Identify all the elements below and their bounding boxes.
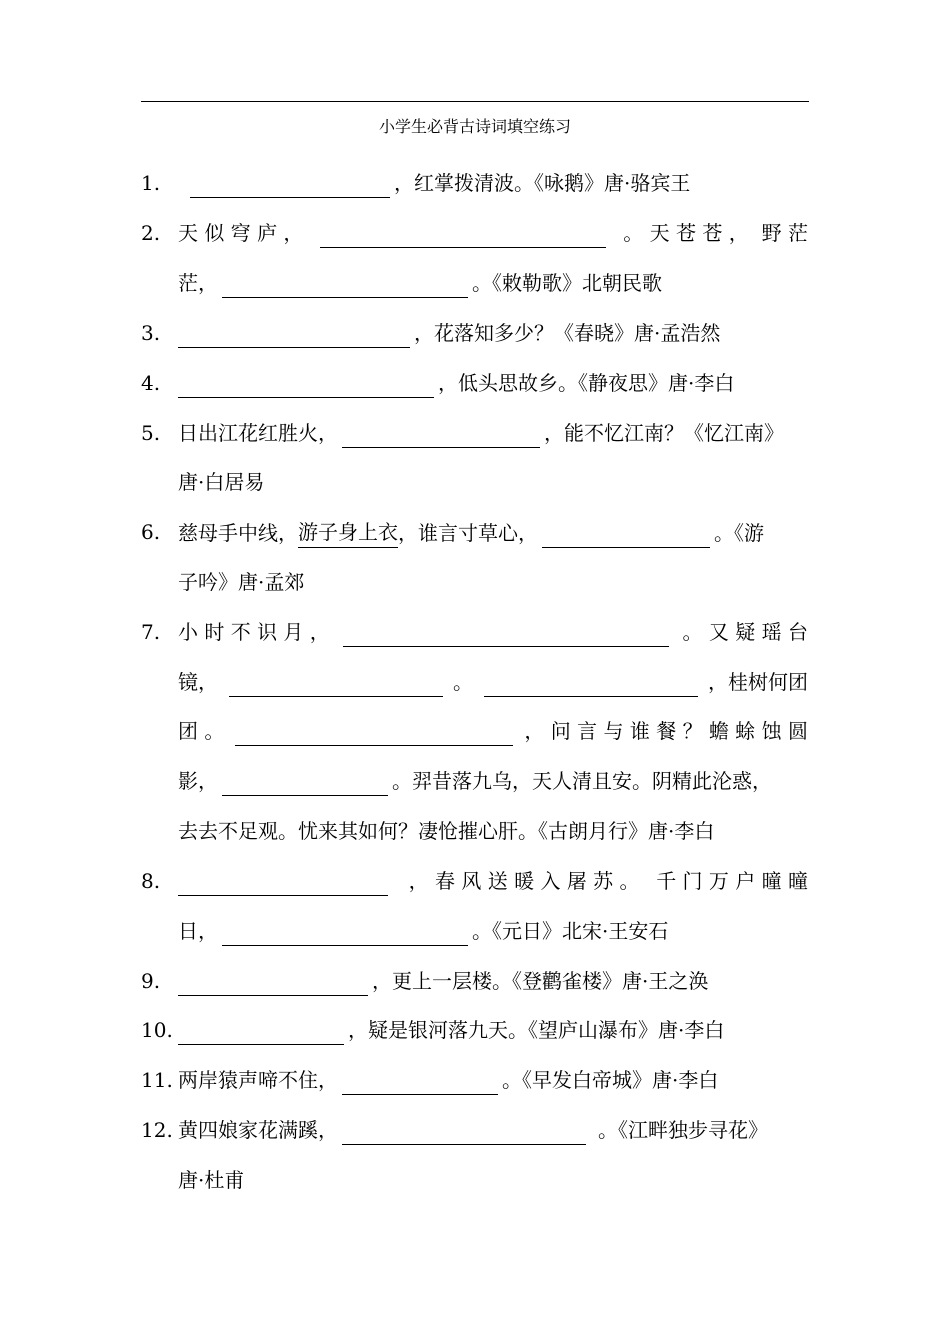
poem-line: [178, 816, 714, 846]
line-text: ，能不忆江南？《忆江南》: [544, 421, 784, 445]
answer-blank[interactable]: [484, 676, 698, 697]
poem-line: [178, 667, 808, 697]
line-text: 千 门 万 户 曈 曈: [656, 869, 808, 893]
item-number: 6.: [141, 520, 161, 544]
answer-blank[interactable]: [178, 377, 434, 398]
answer-blank[interactable]: [342, 427, 540, 448]
answer-blank[interactable]: [178, 1024, 344, 1045]
answer-blank[interactable]: [222, 277, 468, 298]
answer-blank[interactable]: [178, 975, 368, 996]
line-text: 。《早发白帝城》唐·李白: [502, 1068, 719, 1092]
poem-line: [178, 467, 264, 497]
poem-line: [178, 1165, 244, 1195]
line-text: 黄四娘家花满蹊，: [178, 1118, 338, 1142]
answer-blank[interactable]: [542, 527, 710, 548]
answer-blank[interactable]: [178, 875, 388, 896]
item-number: 11.: [141, 1068, 173, 1092]
poem-line: [178, 218, 808, 248]
line-text: 唐·白居易: [178, 470, 265, 494]
line-text: ，谁言寸草心，: [398, 521, 538, 545]
line-text: 。《游: [714, 521, 764, 545]
line-text: 天 似 穹 庐 ，: [178, 221, 304, 245]
page-title: 小学生必背古诗词填空练习: [378, 117, 571, 136]
item-number: 5.: [141, 421, 161, 445]
line-text: 镜，: [178, 670, 218, 694]
poem-line: [178, 766, 772, 796]
line-text: ，桂树何团: [708, 670, 808, 694]
line-text: 影，: [178, 769, 218, 793]
line-text: ，更上一层楼。《登鹳雀楼》唐·王之涣: [372, 969, 709, 993]
answer-blank[interactable]: [342, 1124, 586, 1145]
line-text: 。《江畔独步寻花》: [598, 1118, 768, 1142]
line-text: 团 。: [178, 719, 225, 743]
poem-line: [178, 916, 668, 946]
poem-line: [178, 1015, 724, 1045]
line-text: 子吟》唐·孟郊: [178, 570, 305, 594]
line-text: 唐·杜甫: [178, 1168, 245, 1192]
poem-line: [178, 318, 720, 348]
poem-line: [178, 1065, 718, 1095]
answer-blank[interactable]: [320, 227, 606, 248]
line-text: 。: [453, 670, 473, 694]
underlined-text: 游子身上衣: [298, 517, 398, 548]
item-number: 2.: [141, 221, 161, 245]
item-number: 1.: [141, 171, 161, 195]
header-rule: [141, 101, 809, 102]
answer-blank[interactable]: [222, 925, 468, 946]
answer-blank[interactable]: [190, 177, 390, 198]
answer-blank[interactable]: [178, 327, 410, 348]
item-number: 7.: [141, 620, 161, 644]
line-text: 慈母手中线，: [178, 521, 298, 545]
poem-line: [186, 168, 690, 198]
item-number: 10.: [141, 1018, 173, 1042]
poem-line: [178, 716, 808, 746]
line-text: ，红掌拨清波。《咏鹅》唐·骆宾王: [394, 171, 691, 195]
item-number: 8.: [141, 869, 161, 893]
item-number: 4.: [141, 371, 161, 395]
line-text: ，低头思故乡。《静夜思》唐·李白: [438, 371, 735, 395]
line-text: 小 时 不 识 月 ，: [178, 620, 330, 644]
item-number: 12.: [141, 1118, 173, 1142]
poem-line: [178, 966, 708, 996]
line-text: 。 又 疑 瑶 台: [682, 620, 808, 644]
poem-line: [178, 866, 808, 896]
line-text: 野 茫: [761, 221, 808, 245]
item-number: 9.: [141, 969, 161, 993]
poem-line: [178, 418, 784, 448]
line-text: 两岸猿声啼不住，: [178, 1068, 338, 1092]
answer-blank[interactable]: [229, 676, 443, 697]
line-text: 日出江花红胜火，: [178, 421, 338, 445]
line-text: 日，: [178, 919, 218, 943]
line-text: ，花落知多少？《春晓》唐·孟浩然: [414, 321, 721, 345]
answer-blank[interactable]: [222, 775, 388, 796]
poem-line: [178, 517, 764, 548]
poem-line: [178, 268, 662, 298]
line-text: ， 春 风 送 暖 入 屠 苏 。: [408, 869, 640, 893]
item-number: 3.: [141, 321, 161, 345]
poem-line: [178, 617, 808, 647]
line-text: 。羿昔落九乌，天人清且安。阴精此沦惑，: [392, 769, 772, 793]
answer-blank[interactable]: [343, 626, 669, 647]
line-text: 。《元日》北宋·王安石: [472, 919, 669, 943]
line-text: 。《敕勒歌》北朝民歌: [472, 271, 662, 295]
poem-line: [178, 368, 734, 398]
line-text: 去去不足观。忧来其如何？凄怆摧心肝。《古朗月行》唐·李白: [178, 819, 715, 843]
line-text: ，疑是银河落九天。《望庐山瀑布》唐·李白: [348, 1018, 725, 1042]
line-text: ， 问 言 与 谁 餐 ？ 蟾 蜍 蚀 圆: [524, 719, 808, 743]
answer-blank[interactable]: [342, 1074, 498, 1095]
poem-line: [178, 567, 304, 597]
answer-blank[interactable]: [235, 725, 513, 746]
line-text: 茫，: [178, 271, 218, 295]
line-text: 。 天 苍 苍 ，: [623, 221, 749, 245]
poem-line: [178, 1115, 768, 1145]
